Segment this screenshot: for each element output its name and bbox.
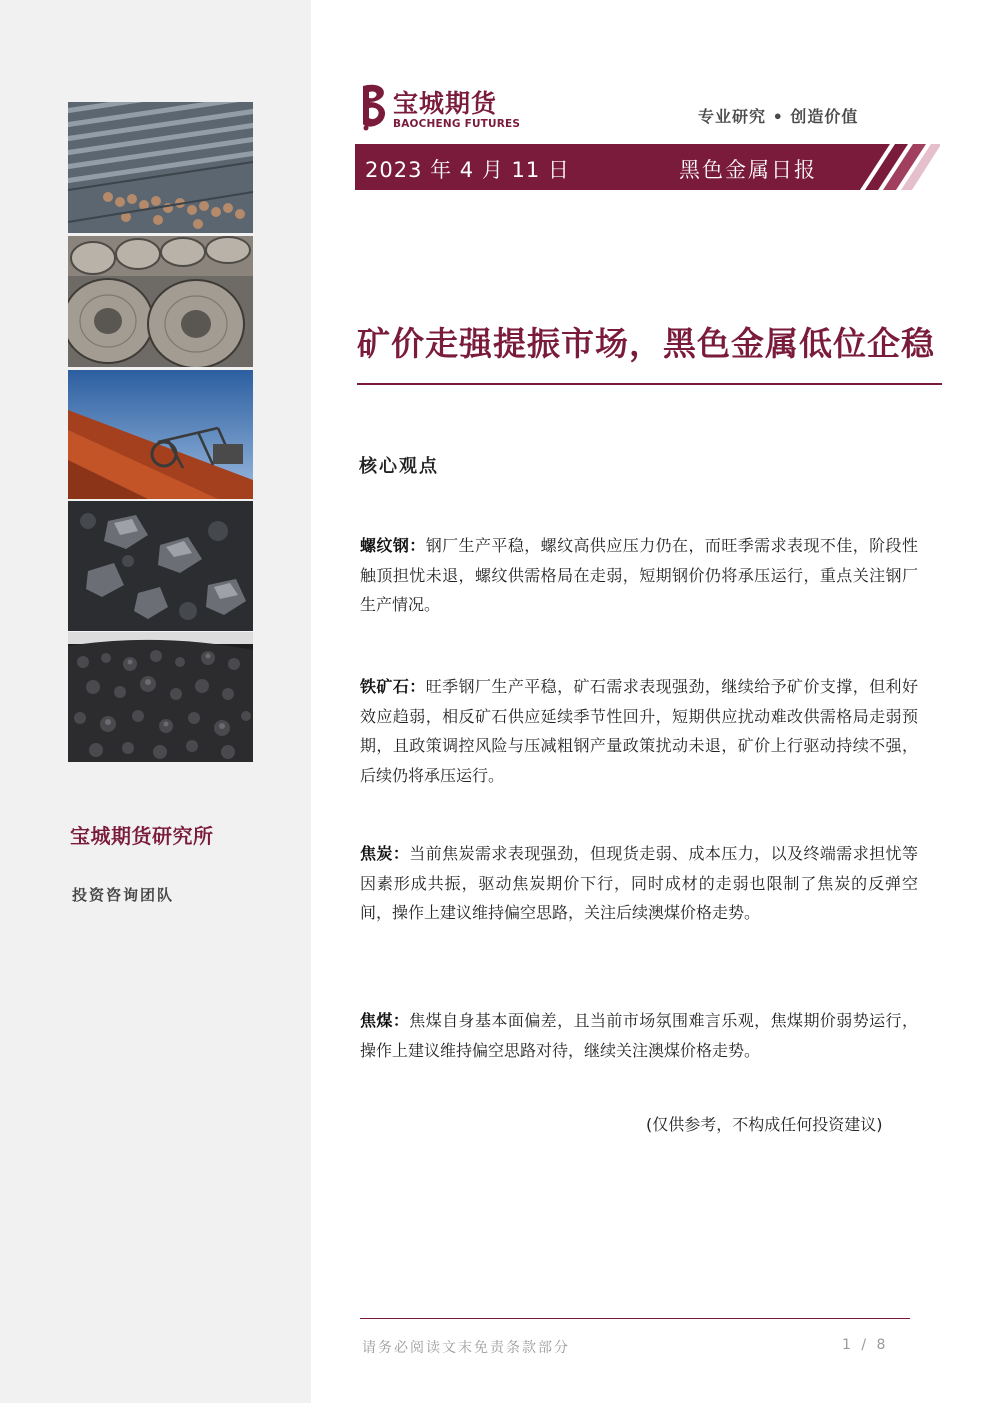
disclaimer: (仅供参考，不构成任何投资建议) (646, 1115, 883, 1134)
rebar-photo (68, 102, 253, 233)
report-type: 黑色金属日报 (679, 158, 817, 182)
paragraph-iron-ore (360, 672, 918, 790)
sidebar (0, 0, 311, 1403)
paragraph-coking-coal (360, 1006, 918, 1065)
paragraph-text: 旺季钢厂生产平稳，矿石需求表现强劲，继续给予矿价支撑，但利好效应趋弱，相反矿石供应延续季节性回升，短期供应扰动难改供需格局走弱预期，且政策调控风险与压减粗钢产量政策扰动未退，矿价上行驱动持续不强，后续仍将承压运行。 (360, 677, 918, 785)
team-name: 投资咨询团队 (72, 886, 175, 904)
paragraph-text: 钢厂生产平稳，螺纹高供应压力仍在，而旺季需求表现不佳，阶段性触顶担忧未退，螺纹供需格局在走弱，短期钢价仍将承压运行，重点关注钢厂生产情况。 (360, 536, 918, 614)
paragraph-text: 当前焦炭需求表现强劲，但现货走弱、成本压力，以及终端需求担忧等因素形成共振，驱动焦炭期价下行，同时成材的走弱也限制了焦炭的反弹空间，操作上建议维持偏空思路，关注后续澳煤价格走势。 (360, 844, 918, 922)
iron-ore-stockpile-photo (68, 370, 253, 499)
paragraph-label: 螺纹钢： (360, 536, 426, 555)
page-number: 1 / 8 (842, 1337, 889, 1353)
paragraph-coke (360, 839, 918, 928)
paragraph-label: 焦煤： (360, 1011, 410, 1030)
section-heading: 核心观点 (359, 456, 439, 477)
brand-logo-mark-icon (357, 82, 391, 132)
institute-name: 宝城期货研究所 (70, 824, 214, 848)
headline-divider (357, 383, 942, 385)
coal-chunks-photo (68, 501, 253, 631)
brand-logo (357, 82, 527, 134)
paragraph-label: 焦炭： (360, 844, 410, 863)
report-date: 2023 年 4 月 11 日 (365, 158, 570, 182)
report-headline: 矿价走强提振市场，黑色金属低位企稳 (357, 324, 935, 363)
footer-divider (360, 1318, 910, 1319)
paragraph-label: 铁矿石： (360, 677, 426, 696)
steel-coils-photo (68, 236, 253, 367)
paragraph-rebar (360, 531, 918, 620)
report-banner (355, 144, 940, 190)
paragraph-text: 焦煤自身基本面偏差，且当前市场氛围难言乐观，焦煤期价弱势运行，操作上建议维持偏空思路对待，继续关注澳煤价格走势。 (360, 1011, 918, 1060)
coke-pile-photo (68, 632, 253, 762)
footer-note: 请务必阅读文末免责条款部分 (362, 1340, 570, 1356)
brand-slogan: 专业研究 • 创造价值 (698, 107, 859, 126)
brand-name-en: BAOCHENG FUTURES (393, 118, 521, 130)
brand-name-cn: 宝城期货 (393, 89, 498, 118)
